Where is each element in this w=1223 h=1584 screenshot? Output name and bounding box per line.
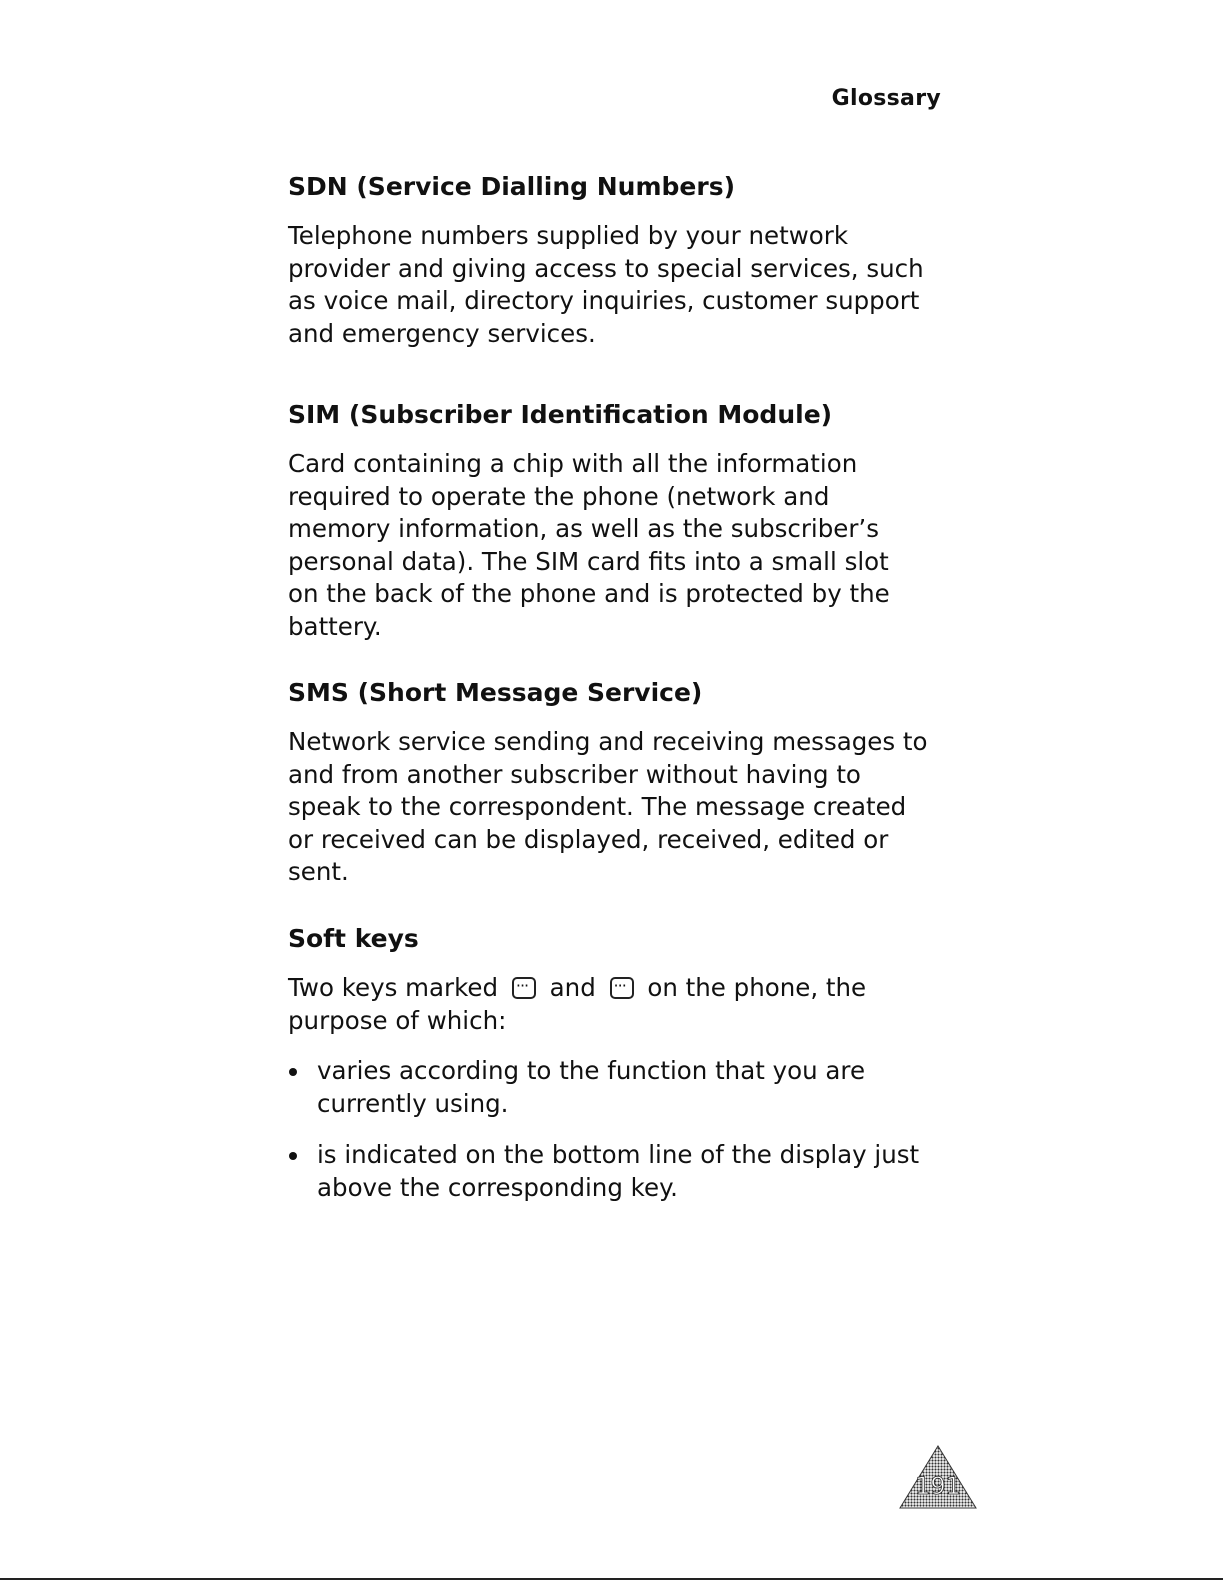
glossary-entry-sim <box>288 398 948 643</box>
glossary-entry-soft-keys <box>288 922 948 1223</box>
term-definition: Card containing a chip with all the information required to operate the phone (network and memory information, as well as the subscriber’s personal data). The SIM card fits into a small slot on the back of the phone and is protected by the battery. <box>288 449 890 641</box>
page-number: 191 <box>915 1472 961 1500</box>
term-heading: SMS (Short Message Service) <box>288 678 703 707</box>
term-heading: SIM (Subscriber Identification Module) <box>288 400 833 429</box>
running-header: Glossary <box>831 86 941 111</box>
right-soft-key-icon <box>610 977 634 999</box>
term-definition: Network service sending and receiving messages to and from another subscriber without having to speak to the correspondent. The message created or received can be displayed, received, edited or sent. <box>288 727 928 886</box>
bullet-icon <box>289 1068 297 1076</box>
term-definition <box>288 972 948 1037</box>
glossary-entry-sdn <box>288 170 948 350</box>
term-heading: Soft keys <box>288 924 419 953</box>
term-definition: Telephone numbers supplied by your network provider and giving access to special services, such as voice mail, directory inquiries, customer support and emergency services. <box>288 221 924 348</box>
list-item-text: varies according to the function that you are currently using. <box>317 1056 866 1118</box>
definition-text: Two keys marked <box>288 973 499 1002</box>
left-soft-key-icon <box>512 977 536 999</box>
bullet-icon <box>289 1152 297 1160</box>
bottom-rule <box>0 1578 1223 1580</box>
term-heading: SDN (Service Dialling Numbers) <box>288 172 735 201</box>
definition-text: purpose of which: <box>288 1005 507 1035</box>
bullet-list <box>288 1055 948 1204</box>
list-item <box>288 1055 948 1120</box>
list-item-text: is indicated on the bottom line of the display just above the corresponding key. <box>317 1140 920 1202</box>
list-item <box>288 1139 948 1204</box>
glossary-entry-sms <box>288 676 948 889</box>
definition-text: and <box>549 973 596 1002</box>
page-number-badge <box>898 1444 978 1510</box>
definition-text: on the phone, the <box>647 973 867 1002</box>
